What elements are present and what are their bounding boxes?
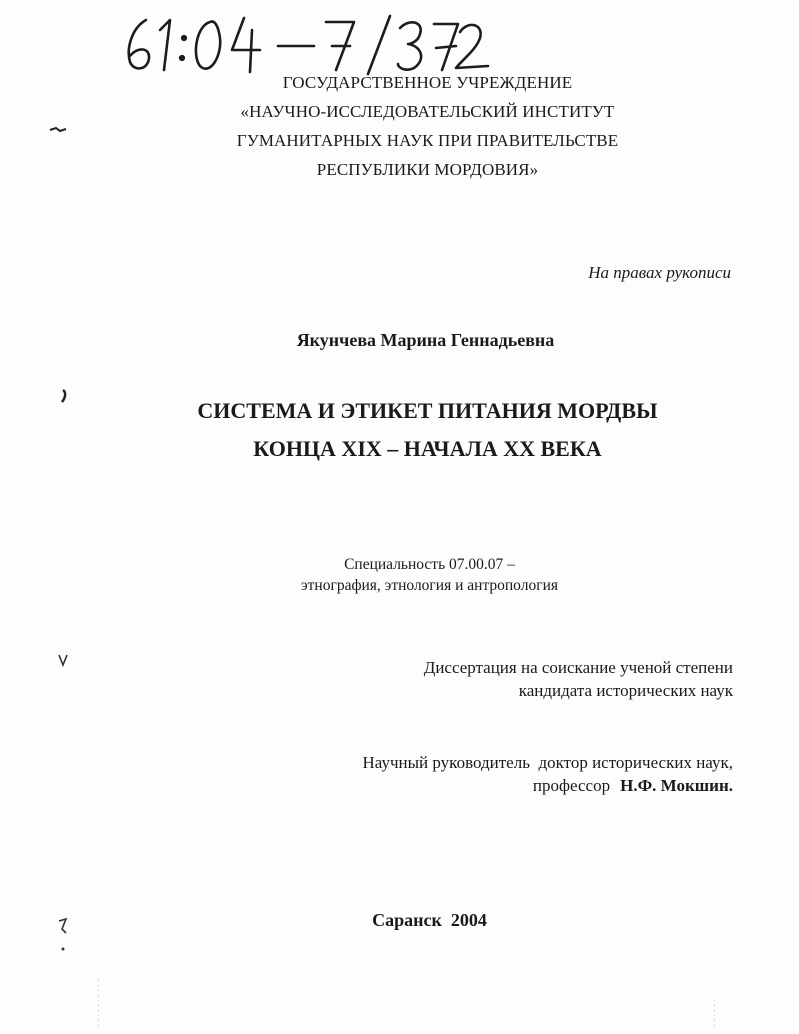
institution-line: ГУМАНИТАРНЫХ НАУК ПРИ ПРАВИТЕЛЬСТВЕ [236, 131, 619, 150]
scan-speck-3 [56, 652, 70, 668]
scan-edge-dots [98, 980, 99, 1030]
speciality-name: этнография, этнология и антропология [301, 577, 558, 594]
supervisor-name: Н.Ф. Мокшин. [620, 776, 733, 795]
institution-line: ГОСУДАРСТВЕННОЕ УЧРЕЖДЕНИЕ [282, 73, 573, 92]
author-name: Якунчева Марина Геннадьевна [296, 330, 555, 350]
title-line-1: СИСТЕМА И ЭТИКЕТ ПИТАНИЯ МОРДВЫ [197, 398, 658, 423]
scan-edge-dots [714, 1000, 715, 1030]
degree-statement [424, 656, 733, 702]
speciality [30, 554, 799, 596]
title-line-2: КОНЦА XIX – НАЧАЛА XX ВЕКА [253, 436, 602, 461]
scan-speck-1 [48, 124, 68, 136]
scan-speck-4 [56, 915, 70, 955]
supervisor [363, 751, 733, 797]
supervisor-rank: профессор [532, 776, 611, 795]
institution-line: «НАУЧНО-ИССЛЕДОВАТЕЛЬСКИЙ ИНСТИТУТ [240, 102, 615, 121]
dissertation-title [28, 392, 799, 468]
scan-speck-2 [58, 388, 68, 404]
institution-line: РЕСПУБЛИКИ МОРДОВИЯ» [316, 160, 539, 179]
speciality-code: Специальность 07.00.07 – [344, 556, 515, 573]
supervisor-title: Научный руководитель доктор исторических наук, [362, 753, 733, 772]
city-year: Саранск 2004 [372, 910, 487, 930]
degree-line-2: кандидата исторических наук [518, 681, 733, 700]
rights-note: На правах рукописи [588, 263, 731, 282]
institution-name [28, 68, 799, 184]
degree-line-1: Диссертация на соискание ученой степени [423, 658, 733, 677]
